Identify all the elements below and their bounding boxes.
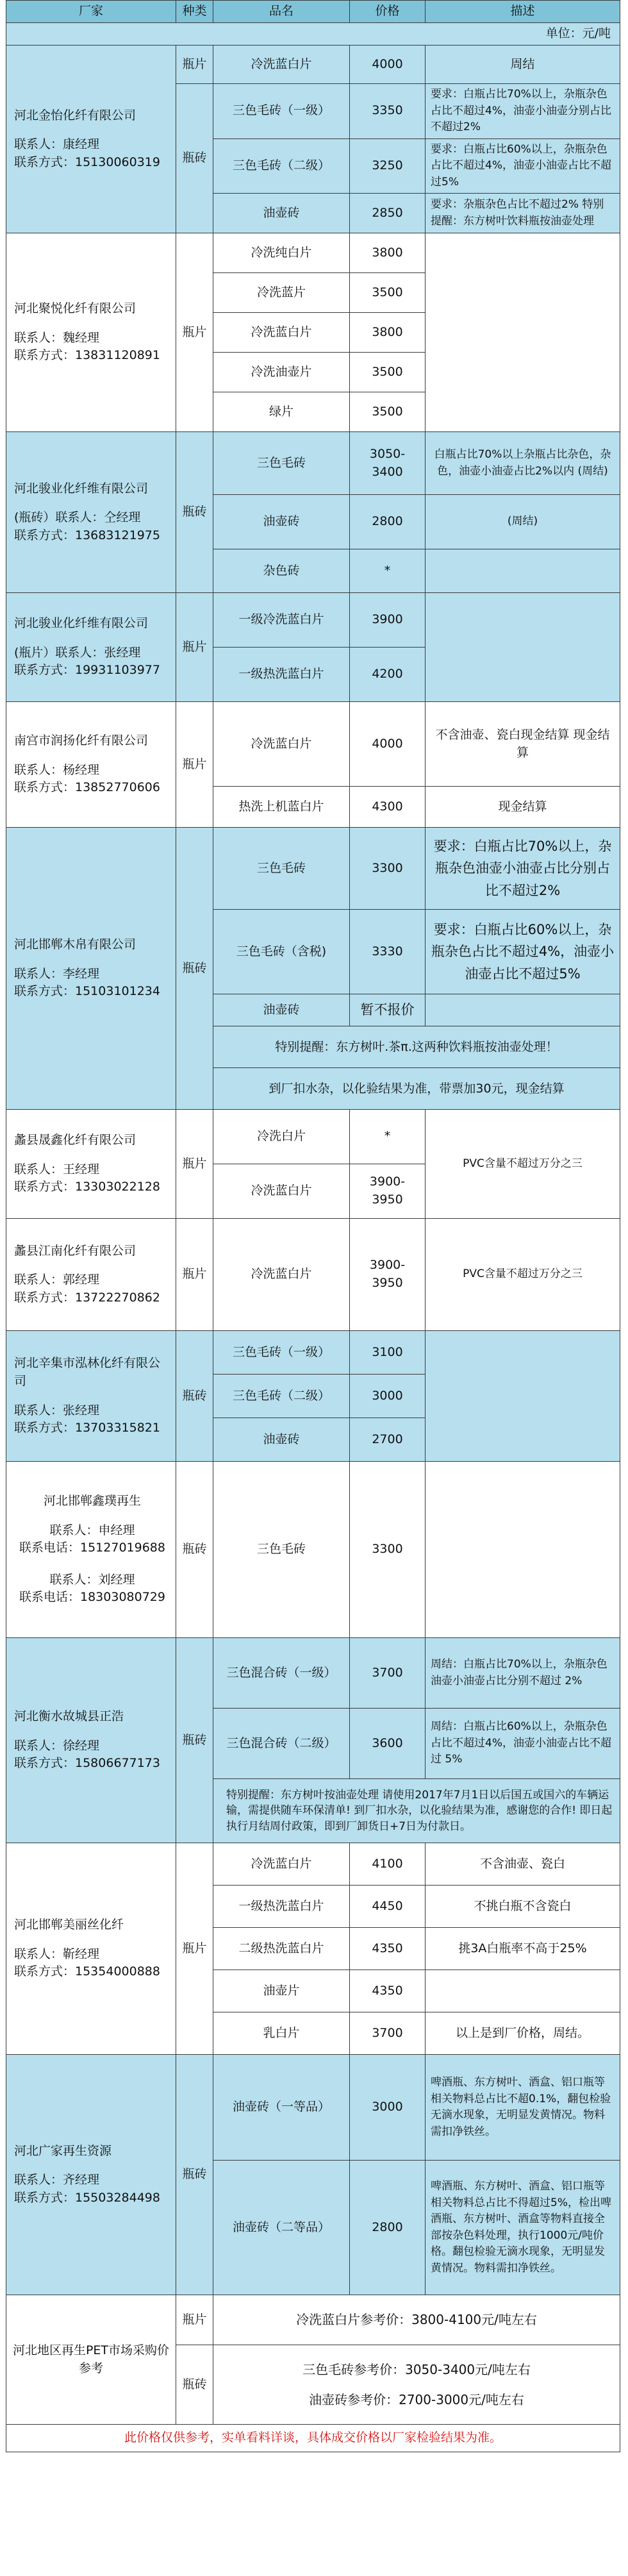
price-cell: *: [350, 549, 426, 593]
vendor-cell: [6, 828, 176, 1110]
vendor-contact: 联系人：齐经理: [14, 2173, 100, 2187]
product-cell: 三色毛砖: [213, 1462, 350, 1638]
header-price: 价格: [350, 1, 426, 23]
price-cell: 3800: [350, 233, 426, 273]
header-kind: 种类: [176, 1, 213, 23]
product-cell: 一级冷洗蓝白片: [213, 593, 350, 648]
desc-cell: 白瓶占比70%以上杂瓶占比杂色，杂色，油壶小油壶占比2%以内 (周结): [426, 432, 620, 495]
product-cell: 三色毛砖: [213, 828, 350, 910]
product-cell: 冷洗蓝白片: [213, 1164, 350, 1219]
kind-cell: 瓶砖: [176, 1638, 213, 1843]
desc-cell: [426, 1462, 620, 1638]
vendor-contact: 联系人：李经理: [14, 966, 100, 981]
product-cell: 冷洗蓝白片: [213, 313, 350, 353]
vendor-phone: 联系电话：15127019688: [19, 1541, 165, 1555]
desc-cell: 啤酒瓶、东方树叶、酒盒、铝口瓶等相关物料总占比不超0.1%，翻包检验无滴水现象，无明显发黄情况。物料需扣净铁丝。: [426, 2055, 620, 2161]
product-cell: 油壶砖: [213, 1418, 350, 1462]
price-cell: 2800: [350, 495, 426, 549]
desc-cell: 要求：杂瓶杂色占比不超过2% 特别提醒：东方树叶饮料瓶按油壶处理: [426, 194, 620, 233]
desc-cell: [426, 1970, 620, 2012]
vendor-phone: 联系方式：13831120891: [14, 348, 160, 363]
vendor-phone: 联系方式：13683121975: [14, 528, 160, 542]
vendor-contact: 联系人：康经理: [14, 137, 100, 152]
vendor-phone: 联系方式：15806677173: [14, 1756, 160, 1771]
kind-cell: 瓶片: [176, 702, 213, 828]
product-cell: 三色毛砖（一级）: [213, 84, 350, 139]
price-cell: 3900-3950: [350, 1164, 426, 1219]
vendor-contact: (瓶砖）联系人：仝经理: [14, 510, 141, 525]
product-cell: 三色混合砖（一级）: [213, 1638, 350, 1709]
vendor-phone: 联系方式：13852770606: [14, 780, 160, 795]
vendor-name: 河北金怡化纤有限公司: [14, 108, 136, 122]
price-cell: 4350: [350, 1970, 426, 2012]
desc-cell: [426, 994, 620, 1026]
desc-cell: 要求：白瓶占比60%以上，杂瓶杂色占比不超过4%，油壶小油壶占比不超过5%: [426, 138, 620, 194]
price-cell: 4000: [350, 46, 426, 84]
vendor-cell: [6, 432, 176, 593]
vendor-cell: [6, 46, 176, 233]
price-cell: 2800: [350, 2161, 426, 2295]
price-cell: 3300: [350, 828, 426, 910]
vendor-contact: 联系人：靳经理: [14, 1946, 100, 1961]
kind-cell: 瓶砖: [176, 1331, 213, 1462]
desc-cell: 周结: [426, 46, 620, 84]
product-cell: 三色毛砖: [213, 432, 350, 495]
product-cell: 冷洗纯白片: [213, 233, 350, 273]
vendor-contact: 联系人：杨经理: [14, 762, 100, 777]
vendor-phone: 联系方式：13303022128: [14, 1180, 160, 1194]
kind-cell: 瓶砖: [176, 84, 213, 233]
desc-cell: (周结): [426, 495, 620, 549]
price-cell: 3250: [350, 138, 426, 194]
desc-cell: 要求：白瓶占比70%以上，杂瓶杂色油壶小油壶占比分别占比不超过2%: [426, 828, 620, 910]
vendor-name: 河北邯郸美丽丝化纤: [14, 1918, 124, 1932]
vendor-contact: 联系人：张经理: [14, 1403, 100, 1418]
header-product: 品名: [213, 1, 350, 23]
vendor-cell: [6, 1219, 176, 1331]
price-cell: 3300: [350, 1462, 426, 1638]
price-cell: 3600: [350, 1709, 426, 1779]
product-cell: 乳白片: [213, 2012, 350, 2055]
kind-cell: 瓶片: [176, 233, 213, 432]
header-vendor: 厂家: [6, 1, 176, 23]
desc-cell: 啤酒瓶、东方树叶、酒盒、铝口瓶等相关物料总占比不得超过5%，检出啤酒瓶、东方树叶、酒盒等物料直接全部按杂色料处理，执行1000元/吨价格。翻包检验无滴水现象，无明显发黄情况。物料需扣净铁丝。: [426, 2161, 620, 2295]
kind-cell: 瓶砖: [176, 2345, 213, 2425]
vendor-name: 河北骏业化纤维有限公司: [14, 481, 149, 496]
product-cell: 二级热洗蓝白片: [213, 1928, 350, 1970]
vendor-name: 河北骏业化纤维有限公司: [14, 616, 149, 631]
price-cell: 3330: [350, 910, 426, 994]
price-cell: 3000: [350, 1375, 426, 1418]
product-cell: 三色毛砖（二级）: [213, 138, 350, 194]
price-cell: 3500: [350, 273, 426, 313]
vendor-phone: 联系方式：15503284498: [14, 2190, 160, 2205]
reference-price-cell: [213, 2345, 620, 2425]
kind-cell: 瓶砖: [176, 1462, 213, 1638]
vendor-contact: 联系人：刘经理: [49, 1572, 135, 1587]
reference-title: 河北地区再生PET市场采购价参考: [6, 2295, 176, 2425]
reference-price: 三色毛砖参考价：3050-3400元/吨左右: [302, 2361, 531, 2377]
vendor-contact: 联系人：徐经理: [14, 1738, 100, 1753]
price-cell: 3500: [350, 392, 426, 432]
price-cell: 4300: [350, 787, 426, 828]
vendor-phone: 联系方式：15354000888: [14, 1964, 160, 1979]
desc-cell: 现金结算: [426, 787, 620, 828]
header-row: [6, 1, 620, 23]
vendor-cell: [6, 2055, 176, 2295]
desc-cell: [426, 233, 620, 432]
vendor-contact: 联系人：郭经理: [14, 1273, 100, 1287]
kind-cell: 瓶片: [176, 593, 213, 702]
vendor-contact: 联系人：王经理: [14, 1162, 100, 1176]
special-note: 特别提醒：东方树叶.茶π.这两种饮料瓶按油壶处理！: [213, 1026, 620, 1068]
vendor-cell: [6, 233, 176, 432]
product-cell: 三色毛砖（二级）: [213, 1375, 350, 1418]
price-cell: 2850: [350, 194, 426, 233]
price-cell: 4200: [350, 648, 426, 702]
vendor-cell: [6, 702, 176, 828]
price-cell: 3500: [350, 353, 426, 392]
kind-cell: 瓶砖: [176, 432, 213, 593]
vendor-contact: (瓶片）联系人：张经理: [14, 645, 141, 660]
price-cell: 4350: [350, 1928, 426, 1970]
desc-cell: [426, 1331, 620, 1462]
desc-cell: [426, 593, 620, 702]
product-cell: 冷洗蓝白片: [213, 1219, 350, 1331]
vendor-name: 蠡县晟鑫化纤有限公司: [14, 1133, 136, 1148]
price-cell: 3900-3950: [350, 1219, 426, 1331]
price-table: [6, 0, 620, 2452]
product-cell: 油壶片: [213, 1970, 350, 2012]
vendor-cell: [6, 1462, 176, 1638]
price-cell: 3100: [350, 1331, 426, 1375]
desc-cell: 周结：白瓶占比70%以上，杂瓶杂色油壶小油壶占比分别不超过 2%: [426, 1638, 620, 1709]
product-cell: 冷洗蓝白片: [213, 702, 350, 787]
kind-cell: 瓶片: [176, 1110, 213, 1219]
desc-cell: 要求：白瓶占比60%以上，杂瓶杂色占比不超过4%，油壶小油壶占比不超过5%: [426, 910, 620, 994]
product-cell: 三色毛砖（含税): [213, 910, 350, 994]
desc-cell: PVC含量不超过万分之三: [426, 1110, 620, 1219]
product-cell: 油壶砖: [213, 994, 350, 1026]
product-cell: 冷洗蓝片: [213, 273, 350, 313]
desc-cell: 不含油壶、瓷白: [426, 1843, 620, 1886]
price-cell: 3900: [350, 593, 426, 648]
product-cell: 热洗上机蓝白片: [213, 787, 350, 828]
desc-cell: 不挑白瓶不含瓷白: [426, 1886, 620, 1928]
vendor-cell: [6, 1110, 176, 1219]
price-cell: 4450: [350, 1886, 426, 1928]
kind-cell: 瓶片: [176, 1843, 213, 2055]
reference-price: 冷洗蓝白片参考价：3800-4100元/吨左右: [213, 2295, 620, 2345]
vendor-phone: 联系电话：18303080729: [19, 1590, 165, 1605]
header-desc: 描述: [426, 1, 620, 23]
product-cell: 冷洗蓝白片: [213, 46, 350, 84]
vendor-cell: [6, 593, 176, 702]
desc-cell: [426, 549, 620, 593]
kind-cell: 瓶砖: [176, 828, 213, 1110]
product-cell: 一级热洗蓝白片: [213, 1886, 350, 1928]
vendor-phone: 联系方式：13722270862: [14, 1290, 160, 1305]
product-cell: 三色混合砖（二级）: [213, 1709, 350, 1779]
product-cell: 冷洗油壶片: [213, 353, 350, 392]
price-cell: 4000: [350, 702, 426, 787]
special-note: 特别提醒：东方树叶按油壶处理 请使用2017年7月1日以后国五或国六的车辆运输，需提供随车环保清单! 到厂扣水杂，以化验结果为准，感谢您的合作! 即日起执行月结周付政策，即到厂卸货日+7日为付款日。: [213, 1779, 620, 1843]
vendor-name: 河北衡水故城县正浩: [14, 1709, 124, 1724]
product-cell: 冷洗蓝白片: [213, 1843, 350, 1886]
price-cell: 2700: [350, 1418, 426, 1462]
price-cell: 暂不报价: [350, 994, 426, 1026]
vendor-phone: 联系方式：15130060319: [14, 155, 160, 169]
price-cell: 3700: [350, 1638, 426, 1709]
vendor-phone: 联系方式：13703315821: [14, 1421, 160, 1435]
vendor-name: 河北广家再生资源: [14, 2143, 112, 2158]
vendor-phone: 联系方式：19931103977: [14, 663, 160, 678]
price-cell: 3350: [350, 84, 426, 139]
price-cell: *: [350, 1110, 426, 1164]
kind-cell: 瓶片: [176, 46, 213, 84]
product-cell: 三色毛砖（一级）: [213, 1331, 350, 1375]
price-cell: 3800: [350, 313, 426, 353]
unit-row: [6, 23, 620, 46]
vendor-name: 河北邯郸木帛有限公司: [14, 937, 136, 952]
desc-cell: 周结：白瓶占比60%以上，杂瓶杂色占比不超过4%，油壶小油壶占比不超过 5%: [426, 1709, 620, 1779]
desc-cell: 以上是到厂价格，周结。: [426, 2012, 620, 2055]
footer-disclaimer: 此价格仅供参考，实单看料详谈，具体成交价格以厂家检验结果为准。: [6, 2425, 620, 2452]
desc-cell: 不含油壶、瓷白现金结算 现金结算: [426, 702, 620, 787]
vendor-name: 河北聚悦化纤有限公司: [14, 301, 136, 316]
product-cell: 油壶砖: [213, 495, 350, 549]
vendor-name: 蠡县江南化纤有限公司: [14, 1243, 136, 1258]
reference-price: 油壶砖参考价：2700-3000元/吨左右: [309, 2391, 524, 2407]
desc-cell: PVC含量不超过万分之三: [426, 1219, 620, 1331]
vendor-name: 河北邯郸鑫璞再生: [43, 1494, 141, 1509]
product-cell: 杂色砖: [213, 549, 350, 593]
vendor-name: 河北辛集市泓林化纤有限公司: [14, 1356, 161, 1388]
desc-cell: 挑3A白瓶率不高于25%: [426, 1928, 620, 1970]
product-cell: 油壶砖: [213, 194, 350, 233]
product-cell: 冷洗白片: [213, 1110, 350, 1164]
vendor-name: 南宫市润扬化纤有限公司: [14, 733, 149, 748]
kind-cell: 瓶砖: [176, 2055, 213, 2295]
product-cell: 油壶砖（二等品）: [213, 2161, 350, 2295]
product-cell: 油壶砖（一等品）: [213, 2055, 350, 2161]
vendor-cell: [6, 1331, 176, 1462]
price-cell: 3700: [350, 2012, 426, 2055]
vendor-contact: 联系人：申经理: [49, 1523, 135, 1537]
kind-cell: 瓶片: [176, 2295, 213, 2345]
settlement-note: 到厂扣水杂，以化验结果为准，带票加30元，现金结算: [213, 1068, 620, 1110]
desc-cell: 要求：白瓶占比70%以上，杂瓶杂色占比不超过4%，油壶小油壶分别占比不超过2%: [426, 84, 620, 139]
vendor-cell: [6, 1843, 176, 2055]
vendor-phone: 联系方式：15103101234: [14, 984, 160, 999]
product-cell: 绿片: [213, 392, 350, 432]
footer-row: [6, 2425, 620, 2452]
price-cell: 3050-3400: [350, 432, 426, 495]
kind-cell: 瓶片: [176, 1219, 213, 1331]
price-cell: 4100: [350, 1843, 426, 1886]
product-cell: 一级热洗蓝白片: [213, 648, 350, 702]
price-cell: 3000: [350, 2055, 426, 2161]
vendor-cell: [6, 1638, 176, 1843]
vendor-contact: 联系人：魏经理: [14, 330, 100, 345]
unit-label: 单位：元/吨: [6, 23, 620, 46]
